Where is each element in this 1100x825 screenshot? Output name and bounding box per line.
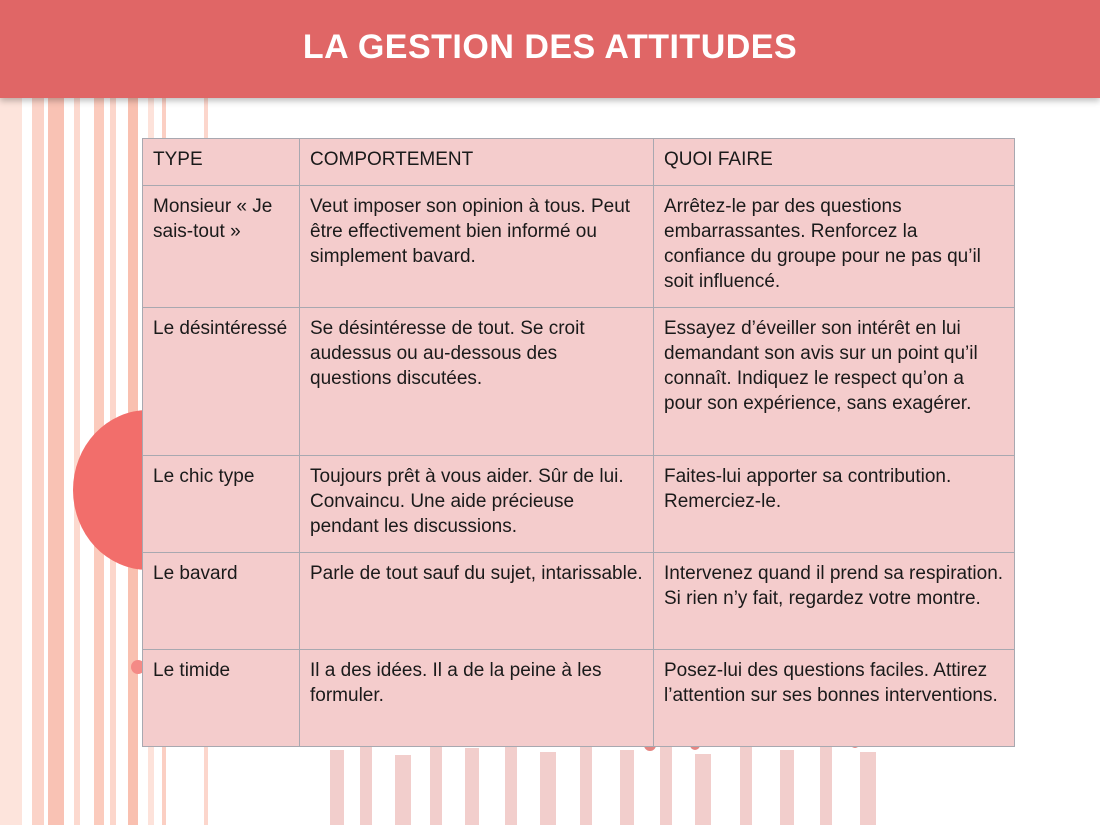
- cell-comportement: Veut imposer son opinion à tous. Peut être effectivement bien informé ou simplement bavard.: [300, 186, 654, 308]
- header-quoi-faire: QUOI FAIRE: [654, 139, 1015, 186]
- cell-comportement: Se désintéresse de tout. Se croit audessus ou au-dessous des questions discutées.: [300, 308, 654, 456]
- attitudes-table: [142, 138, 1014, 747]
- table-row: [143, 186, 1015, 308]
- cell-comportement: Parle de tout sauf du sujet, intarissable.: [300, 553, 654, 650]
- cell-quoi-faire: Essayez d’éveiller son intérêt en lui demandant son avis sur un point qu’il connaît. Indiquez le respect qu’on a pour son expérience, sans exagérer.: [654, 308, 1015, 456]
- header-comportement: COMPORTEMENT: [300, 139, 654, 186]
- table-row: [143, 456, 1015, 553]
- cell-comportement: Il a des idées. Il a de la peine à les formuler.: [300, 650, 654, 747]
- cell-quoi-faire: Intervenez quand il prend sa respiration. Si rien n’y fait, regardez votre montre.: [654, 553, 1015, 650]
- cell-type: Le bavard: [143, 553, 300, 650]
- cell-type: Le désintéressé: [143, 308, 300, 456]
- header-type: TYPE: [143, 139, 300, 186]
- table-header-row: [143, 139, 1015, 186]
- table-row: [143, 650, 1015, 747]
- cell-type: Le chic type: [143, 456, 300, 553]
- cell-quoi-faire: Arrêtez-le par des questions embarrassantes. Renforcez la confiance du groupe pour ne pas qu’il soit influencé.: [654, 186, 1015, 308]
- cell-comportement: Toujours prêt à vous aider. Sûr de lui. Convaincu. Une aide précieuse pendant les discussions.: [300, 456, 654, 553]
- slide-title: LA GESTION DES ATTITUDES: [302, 28, 798, 66]
- table-row: [143, 553, 1015, 650]
- table-row: [143, 308, 1015, 456]
- cell-quoi-faire: Posez-lui des questions faciles. Attirez l’attention sur ses bonnes interventions.: [654, 650, 1015, 747]
- cell-quoi-faire: Faites-lui apporter sa contribution. Remerciez-le.: [654, 456, 1015, 553]
- cell-type: Le timide: [143, 650, 300, 747]
- cell-type: Monsieur « Je sais-tout »: [143, 186, 300, 308]
- title-bar: [0, 0, 1100, 98]
